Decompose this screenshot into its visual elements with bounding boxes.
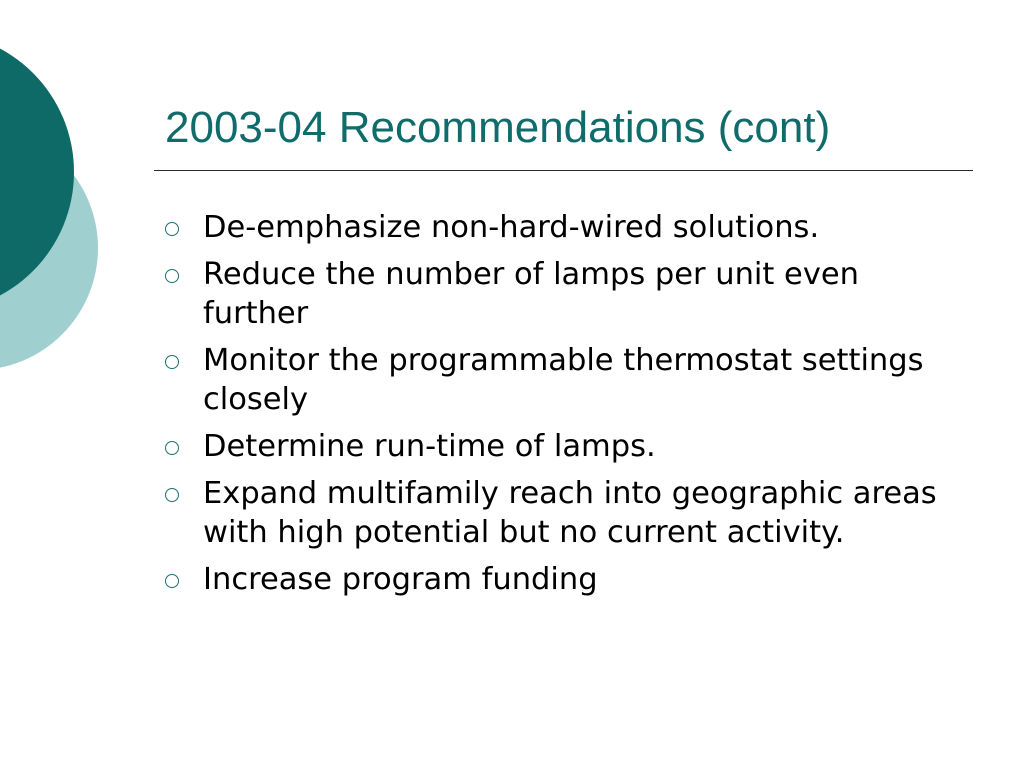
bullet-text: Reduce the number of lamps per unit even further <box>203 257 859 331</box>
hollow-circle-bullet-icon <box>165 574 179 588</box>
hollow-circle-bullet-icon <box>165 441 179 455</box>
bullet-item <box>165 208 965 247</box>
bullet-text: Monitor the programmable thermostat settings closely <box>203 343 924 417</box>
bullet-text: De-emphasize non-hard-wired solutions. <box>203 210 820 245</box>
hollow-circle-bullet-icon <box>165 355 179 369</box>
bullet-item <box>165 427 965 466</box>
decorative-circles-graphic <box>0 0 140 420</box>
bullet-item <box>165 341 965 419</box>
bullet-text: Increase program funding <box>203 562 598 597</box>
bullet-text: Determine run-time of lamps. <box>203 429 656 464</box>
bullet-list <box>165 208 965 607</box>
bullet-text: Expand multifamily reach into geographic areas with high potential but no current activity. <box>203 476 937 550</box>
bullet-item <box>165 560 965 599</box>
bullet-item <box>165 474 965 552</box>
slide-title: 2003-04 Recommendations (cont) <box>165 103 831 152</box>
hollow-circle-bullet-icon <box>165 488 179 502</box>
bullet-item <box>165 255 965 333</box>
hollow-circle-bullet-icon <box>165 269 179 283</box>
hollow-circle-bullet-icon <box>165 222 179 236</box>
title-divider <box>154 170 973 171</box>
